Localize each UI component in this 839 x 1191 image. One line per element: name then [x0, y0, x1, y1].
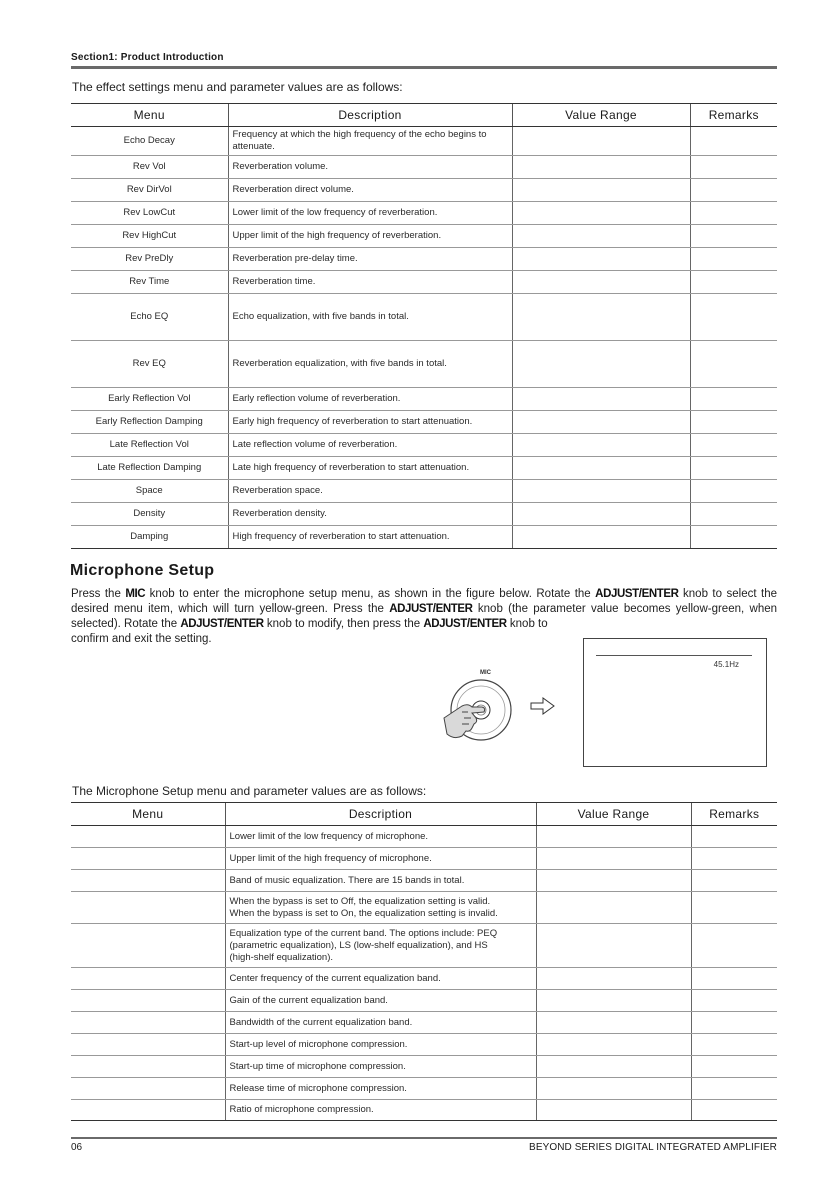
value-range-cell [536, 1034, 691, 1056]
text: knob to [506, 618, 548, 630]
description-cell: Start-up level of microphone compression. [225, 1034, 536, 1056]
table-header-row [71, 803, 777, 826]
menu-cell [71, 826, 225, 848]
value-range-cell [512, 248, 690, 271]
table-row [71, 457, 777, 480]
description-cell: Frequency at which the high frequency of the echo begins to attenuate. [228, 127, 512, 156]
col-description: Description [228, 104, 512, 127]
table-row [71, 826, 777, 848]
remarks-cell [691, 826, 777, 848]
remarks-cell [690, 434, 777, 457]
menu-cell: Early Reflection Vol [71, 388, 228, 411]
description-line: (parametric equalization), LS (low-shelf equalization), and HS [229, 939, 488, 951]
menu-cell [71, 870, 225, 892]
adjust-enter-knob-label: ADJUST/ENTER [180, 618, 264, 630]
col-remarks: Remarks [690, 104, 777, 127]
menu-cell [71, 1056, 225, 1078]
description-cell: Reverberation equalization, with five bands in total. [228, 341, 512, 388]
table-row [71, 341, 777, 388]
remarks-cell [690, 526, 777, 549]
adjust-enter-knob-label: ADJUST/ENTER [423, 618, 507, 630]
menu-cell [71, 892, 225, 924]
value-range-cell [512, 434, 690, 457]
description-line: (high-shelf equalization). [229, 951, 334, 963]
description-cell: Reverberation time. [228, 271, 512, 294]
table-row [71, 271, 777, 294]
value-range-cell [512, 503, 690, 526]
value-range-cell [536, 924, 691, 968]
mic-knob-text: MIC [480, 670, 491, 676]
remarks-cell [690, 457, 777, 480]
description-cell: Band of music equalization. There are 15 bands in total. [225, 870, 536, 892]
remarks-cell [690, 179, 777, 202]
table-row [71, 294, 777, 341]
value-range-cell [512, 526, 690, 549]
description-cell: Early reflection volume of reverberation. [228, 388, 512, 411]
remarks-cell [690, 225, 777, 248]
description-cell [225, 924, 536, 968]
description-cell: Reverberation volume. [228, 156, 512, 179]
menu-cell: Rev EQ [71, 341, 228, 388]
table-row [71, 127, 777, 156]
adjust-enter-knob-label: ADJUST/ENTER [595, 588, 679, 600]
remarks-cell [690, 127, 777, 156]
menu-cell: Rev HighCut [71, 225, 228, 248]
mic-knob-figure [432, 660, 562, 770]
value-range-cell [536, 990, 691, 1012]
screen-value: 45.1Hz [713, 660, 739, 669]
value-range-cell [536, 1012, 691, 1034]
value-range-cell [536, 968, 691, 990]
description-line: Equalization type of the current band. The options include: PEQ [229, 927, 498, 939]
table-row [71, 225, 777, 248]
description-line: When the bypass is set to On, the equalization setting is invalid. [229, 907, 498, 919]
header-rule [71, 66, 777, 69]
table-row [71, 411, 777, 434]
remarks-cell [690, 388, 777, 411]
menu-cell: Rev DirVol [71, 179, 228, 202]
menu-cell [71, 1100, 225, 1121]
table-row [71, 1056, 777, 1078]
description-cell: Late high frequency of reverberation to start attenuation. [228, 457, 512, 480]
remarks-cell [690, 156, 777, 179]
value-range-cell [536, 1056, 691, 1078]
footer-rule [71, 1137, 777, 1139]
remarks-cell [690, 202, 777, 225]
description-cell: Late reflection volume of reverberation. [228, 434, 512, 457]
description-cell: Release time of microphone compression. [225, 1078, 536, 1100]
value-range-cell [512, 225, 690, 248]
text: knob to modify, then press the [263, 618, 424, 630]
description-cell: Upper limit of the high frequency of reverberation. [228, 225, 512, 248]
footer-title: BEYOND SERIES DIGITAL INTEGRATED AMPLIFIER [529, 1142, 777, 1153]
table-row [71, 388, 777, 411]
remarks-cell [691, 924, 777, 968]
description-cell: Start-up time of microphone compression. [225, 1056, 536, 1078]
table-row [71, 434, 777, 457]
effect-settings-table [71, 103, 777, 549]
remarks-cell [691, 1056, 777, 1078]
table-row [71, 202, 777, 225]
table-row [71, 526, 777, 549]
remarks-cell [690, 411, 777, 434]
table-row [71, 924, 777, 968]
value-range-cell [536, 892, 691, 924]
remarks-cell [690, 294, 777, 341]
arrow-right-icon [531, 698, 554, 714]
description-cell: Upper limit of the high frequency of microphone. [225, 848, 536, 870]
value-range-cell [512, 202, 690, 225]
remarks-cell [690, 248, 777, 271]
description-cell: Early high frequency of reverberation to start attenuation. [228, 411, 512, 434]
page-number: 06 [71, 1142, 83, 1153]
remarks-cell [691, 870, 777, 892]
menu-cell: Rev Vol [71, 156, 228, 179]
value-range-cell [512, 156, 690, 179]
microphone-setup-table [71, 802, 777, 1121]
remarks-cell [691, 1100, 777, 1121]
description-cell: Bandwidth of the current equalization band. [225, 1012, 536, 1034]
description-cell: Echo equalization, with five bands in total. [228, 294, 512, 341]
table-row [71, 1078, 777, 1100]
menu-cell: Early Reflection Damping [71, 411, 228, 434]
table-row [71, 968, 777, 990]
remarks-cell [691, 990, 777, 1012]
mic-knob-label: MIC [125, 588, 146, 600]
remarks-cell [691, 1034, 777, 1056]
description-cell: Reverberation pre-delay time. [228, 248, 512, 271]
remarks-cell [691, 1012, 777, 1034]
value-range-cell [512, 271, 690, 294]
menu-cell: Echo EQ [71, 294, 228, 341]
value-range-cell [512, 388, 690, 411]
col-description: Description [225, 803, 536, 826]
menu-cell: Density [71, 503, 228, 526]
description-cell: Reverberation density. [228, 503, 512, 526]
screen-divider [596, 655, 752, 656]
description-cell: Ratio of microphone compression. [225, 1100, 536, 1121]
description-cell: Lower limit of the low frequency of reverberation. [228, 202, 512, 225]
mic-knob-illustration [432, 660, 562, 770]
menu-cell: Rev PreDly [71, 248, 228, 271]
menu-cell [71, 968, 225, 990]
menu-cell: Late Reflection Vol [71, 434, 228, 457]
mic-intro: The Microphone Setup menu and parameter values are as follows: [72, 784, 427, 798]
microphone-setup-heading: Microphone Setup [70, 562, 215, 579]
table-row [71, 1012, 777, 1034]
menu-cell: Echo Decay [71, 127, 228, 156]
col-menu: Menu [71, 104, 228, 127]
description-cell [225, 892, 536, 924]
table-row [71, 870, 777, 892]
table-row [71, 990, 777, 1012]
table-header-row [71, 104, 777, 127]
menu-cell [71, 990, 225, 1012]
value-range-cell [512, 480, 690, 503]
col-remarks: Remarks [691, 803, 777, 826]
description-line: When the bypass is set to Off, the equalization setting is valid. [229, 895, 491, 907]
menu-cell [71, 1034, 225, 1056]
value-range-cell [512, 294, 690, 341]
remarks-cell [691, 1078, 777, 1100]
value-range-cell [512, 411, 690, 434]
description-cell: Center frequency of the current equalization band. [225, 968, 536, 990]
col-value-range: Value Range [536, 803, 691, 826]
table-row [71, 892, 777, 924]
remarks-cell [691, 848, 777, 870]
table-row [71, 848, 777, 870]
table-row [71, 1034, 777, 1056]
text: knob (the parameter value becomes yellow-green, when selected). Rotate the [71, 603, 777, 630]
remarks-cell [690, 503, 777, 526]
menu-cell: Space [71, 480, 228, 503]
menu-cell: Rev LowCut [71, 202, 228, 225]
table-row [71, 156, 777, 179]
description-cell: High frequency of reverberation to start attenuation. [228, 526, 512, 549]
col-menu: Menu [71, 803, 225, 826]
menu-cell: Damping [71, 526, 228, 549]
description-cell: Gain of the current equalization band. [225, 990, 536, 1012]
remarks-cell [690, 271, 777, 294]
value-range-cell [536, 1078, 691, 1100]
remarks-cell [690, 341, 777, 388]
effect-intro: The effect settings menu and parameter values are as follows: [72, 80, 403, 94]
mic-setup-screen [583, 638, 767, 767]
adjust-enter-knob-label: ADJUST/ENTER [389, 603, 473, 615]
section-title: Section1: Product Introduction [71, 52, 224, 63]
value-range-cell [536, 848, 691, 870]
table-row [71, 1100, 777, 1121]
table-row [71, 480, 777, 503]
description-cell: Reverberation direct volume. [228, 179, 512, 202]
remarks-cell [691, 892, 777, 924]
text: knob to select the desired menu item, which will turn yellow-green. Press the [71, 588, 777, 615]
menu-cell: Late Reflection Damping [71, 457, 228, 480]
menu-cell: Rev Time [71, 271, 228, 294]
remarks-cell [690, 480, 777, 503]
menu-cell [71, 924, 225, 968]
description-cell: Lower limit of the low frequency of microphone. [225, 826, 536, 848]
value-range-cell [512, 179, 690, 202]
table-row [71, 248, 777, 271]
text: knob to enter the microphone setup menu, as shown in the figure below. Rotate the [145, 588, 596, 600]
remarks-cell [691, 968, 777, 990]
value-range-cell [512, 127, 690, 156]
description-cell: Reverberation space. [228, 480, 512, 503]
text: confirm and exit the setting. [71, 633, 212, 645]
menu-cell [71, 1012, 225, 1034]
value-range-cell [512, 341, 690, 388]
text: Press the [71, 588, 126, 600]
menu-cell [71, 848, 225, 870]
value-range-cell [536, 826, 691, 848]
table-row [71, 179, 777, 202]
value-range-cell [536, 1100, 691, 1121]
value-range-cell [512, 457, 690, 480]
value-range-cell [536, 870, 691, 892]
menu-cell [71, 1078, 225, 1100]
col-value-range: Value Range [512, 104, 690, 127]
table-row [71, 503, 777, 526]
